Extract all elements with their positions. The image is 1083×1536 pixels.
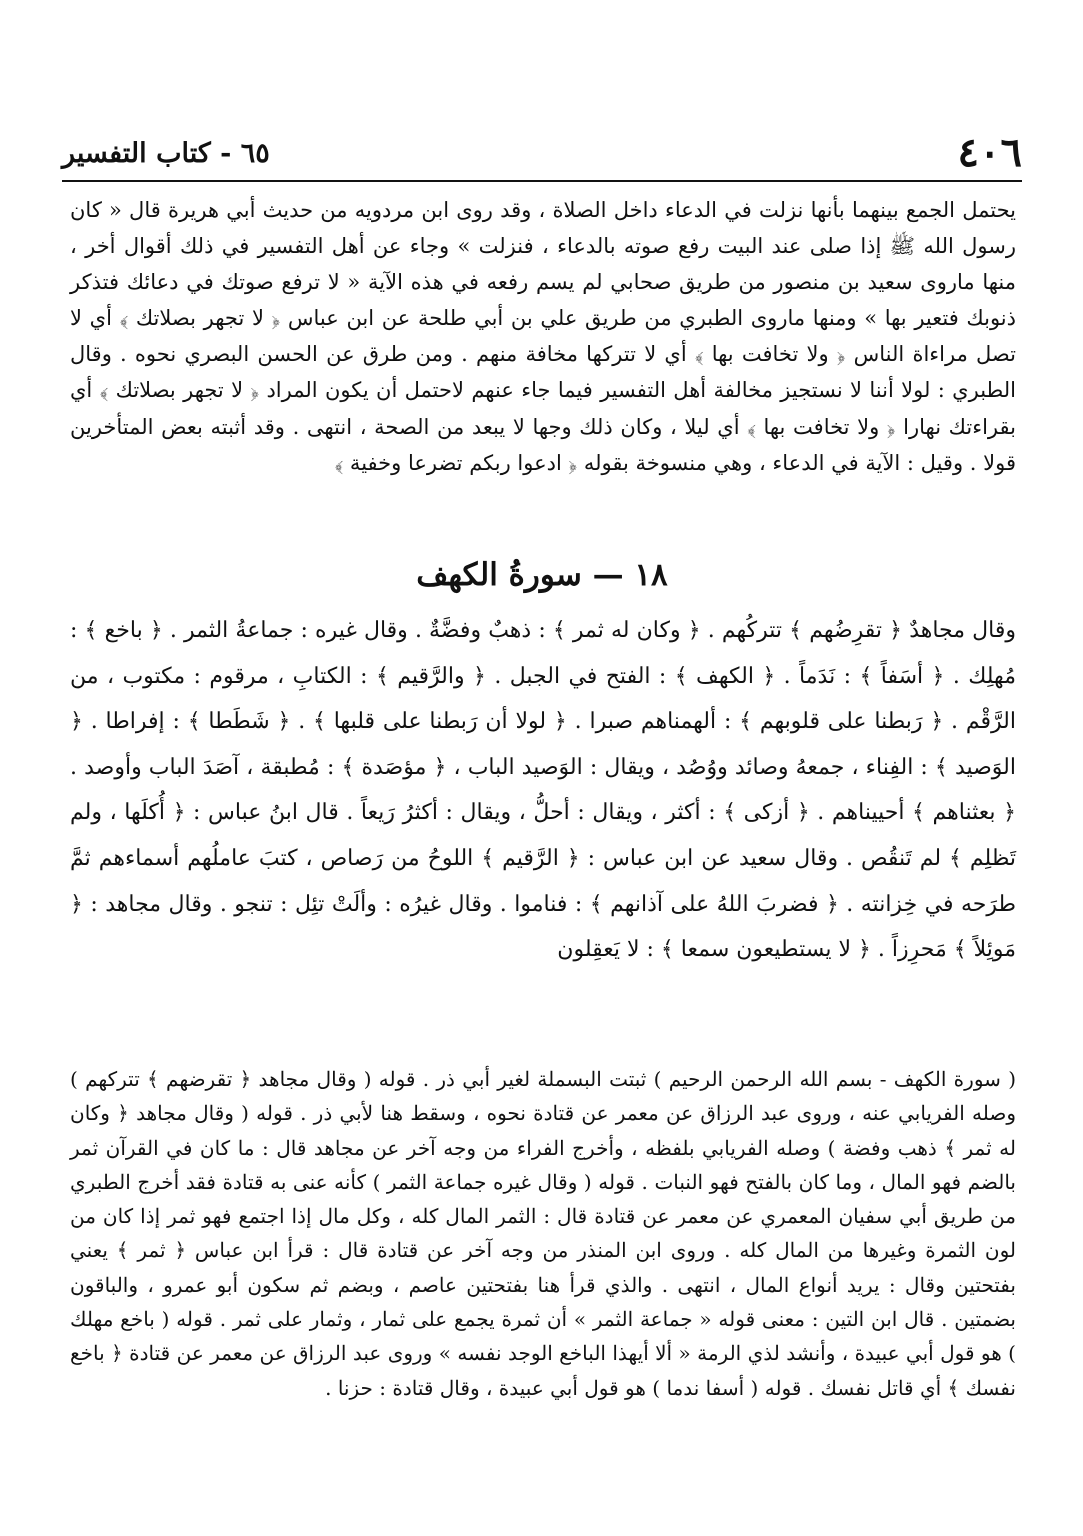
- page-header: [62, 128, 1022, 178]
- main-text: [70, 608, 1016, 973]
- surah-heading: ١٨ — سورةُ الكهف: [416, 557, 668, 593]
- page-number: ٤٠٦: [957, 129, 1022, 176]
- book-title: ٦٥ - كتاب التفسير: [62, 138, 270, 169]
- header-divider: [62, 180, 1022, 182]
- commentary-top: [70, 192, 1016, 481]
- main-text-body: وقال مجاهدٌ ﴿ تقرِضُهم ﴾ تتركُهم . ﴿ وكان له ثمر ﴾ : ذهبٌ وفضَّةٌ . وقال غيره : جماعةُ الثمر . ﴿ باخع ﴾ : مُهلِك . ﴿ أسَفاً ﴾ : نَدَماً . ﴿ الكهف ﴾ : الفتح في الجبل . ﴿ والرَّقيم ﴾ : الكتابِ ، مرقوم : مكتوب ، من الرَّقْم . ﴿ رَبطنا على قلوبهم ﴾ : ألهمناهم صبرا . ﴿ لولا أن رَبطنا على قلبها ﴾ . ﴿ شَطَطا ﴾ : إفراطا . ﴿ الوَصيد ﴾ : الفِناء ، جمعهُ وصائد ووُصُد ، ويقال : الوَصيد الباب ، ﴿ مؤصَدة ﴾ : مُطبقة ، آصَدَ الباب وأوصد . ﴿ بعثناهم ﴾ أحييناهم . ﴿ أزكى ﴾ : أكثر ، ويقال : أحلُّ ، ويقال : أكثرُ رَيعاً . قال ابنُ عباس : ﴿ أُكلَها ، ولم تَظلِم ﴾ لم تَنقُص . وقال سعيد عن ابن عباس : ﴿ الرَّقيم ﴾ اللوحُ من رَصاص ، كتبَ عاملُهم أسماءهم ثمَّ طرَحه في خِزانته . ﴿ فضربَ اللهُ على آذانهم ﴾ : فناموا . وقال غيرُه : وألَتْ تئِل : تنجو . وقال مجاهد : ﴿ مَوئِلاً ﴾ مَحرِزاً . ﴿ لا يستطيعون سمعا ﴾ : لا يَعقِلون: [70, 618, 1016, 963]
- commentary-top-text: يحتمل الجمع بينهما بأنها نزلت في الدعاء داخل الصلاة ، وقد روى ابن مردويه من حديث أبي هريرة قال « كان رسول الله ﷺ إذا صلى عند البيت رفع صوته بالدعاء ، فنزلت » وجاء عن أهل التفسير في ذلك أقوال أخر ، منها ماروى سعيد بن منصور من طريق صحابي لم يسم رفعه في هذه الآية « لا ترفع صوتك في دعائك فتذكر ذنوبك فتعير بها » ومنها ماروى الطبري من طريق علي بن أبي طلحة عن ابن عباس ﴿ لا تجهر بصلاتك ﴾ أي لا تصل مراءاة الناس ﴿ ولا تخافت بها ﴾ أي لا تتركها مخافة منهم . ومن طرق عن الحسن البصري نحوه . وقال الطبري : لولا أننا لا نستجيز مخالفة أهل التفسير فيما جاء عنهم لاحتمل أن يكون المراد ﴿ لا تجهر بصلاتك ﴾ أي بقراءتك نهارا ﴿ ولا تخافت بها ﴾ أي ليلا ، وكان ذلك وجها لا يبعد من الصحة ، انتهى . وقد أثبته بعض المتأخرين قولا . وقيل : الآية في الدعاء ، وهي منسوخة بقوله ﴿ ادعوا ربكم تضرعا وخفية ﴾: [70, 198, 1016, 475]
- commentary-bottom: [70, 1062, 1016, 1405]
- commentary-bottom-text: ( سورة الكهف - بسم الله الرحمن الرحيم ) ثبتت البسملة لغير أبي ذر . قوله ( وقال مجاهد ﴿ تقرضهم ﴾ تتركهم ) وصله الفريابي عنه ، وروى عبد الرزاق عن معمر عن قتادة نحوه ، وسقط هنا لأبي ذر . قوله ( وقال مجاهد ﴿ وكان له ثمر ﴾ ذهب وفضة ) وصله الفريابي بلفظه ، وأخرج الفراء من وجه آخر عن مجاهد قال : ما كان في القرآن ثمر بالضم فهو المال ، وما كان بالفتح فهو النبات . قوله ( وقال غيره جماعة الثمر ) كأنه عنى به قتادة فقد أخرج الطبري من طريق أبي سفيان المعمري عن معمر عن قتادة قال : الثمر المال كله ، وكل مال إذا اجتمع فهو ثمر إذا كان من لون الثمرة وغيرها من المال كله . وروى ابن المنذر من وجه آخر عن قتادة قال : قرأ ابن عباس ﴿ ثمر ﴾ يعني بفتحتين وقال : يريد أنواع المال ، انتهى . والذي قرأ هنا بفتحتين عاصم ، وبضم ثم سكون أبو عمرو ، والباقون بضمتين . قال ابن التين : معنى قوله « جماعة الثمر » أن ثمرة يجمع على ثمار ، وثمار على ثمر . قوله ( باخع مهلك ) هو قول أبي عبيدة ، وأنشد لذي الرمة « ألا أيهذا الباخع الوجد نفسه » وروى عبد الرزاق عن معمر عن قتادة ﴿ باخع نفسك ﴾ أي قاتل نفسك . قوله ( أسفا ندما ) هو قول أبي عبيدة ، وقال قتادة : حزنا .: [70, 1067, 1016, 1400]
